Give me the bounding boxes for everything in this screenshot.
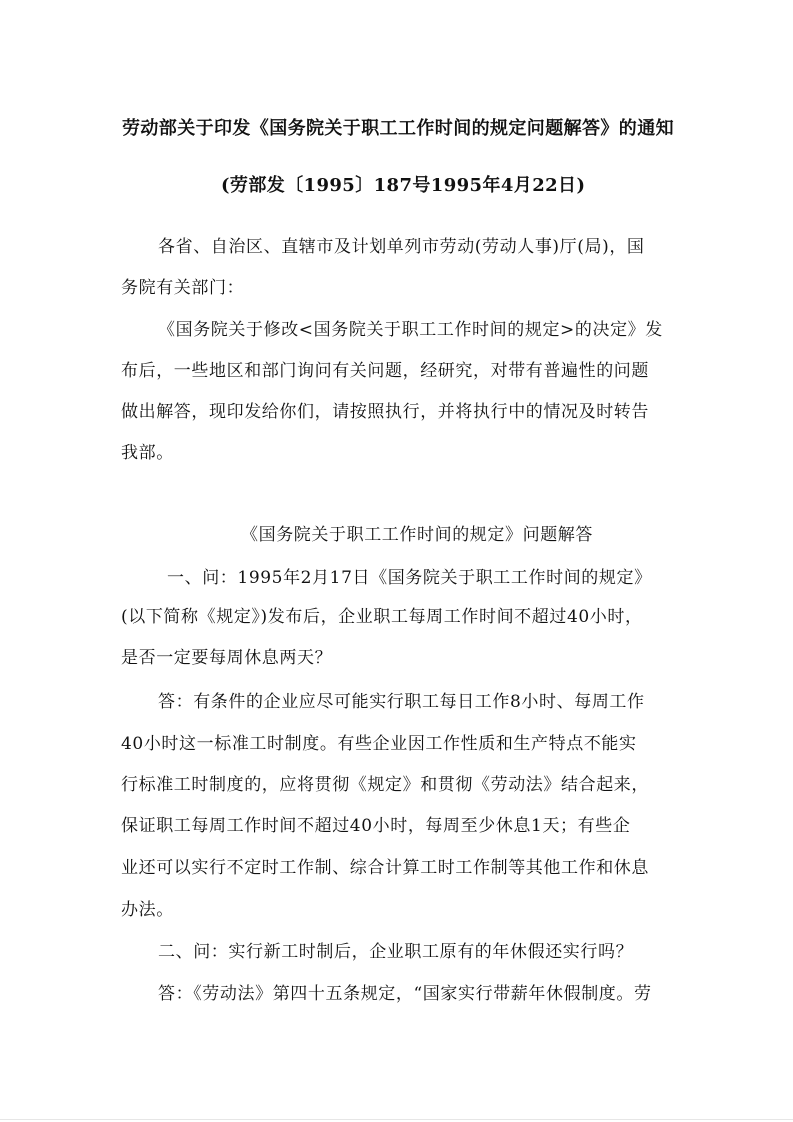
- paragraph-line: 各省、自治区、直辖市及计划单列市劳动(劳动人事)厅(局)，国: [158, 237, 645, 257]
- paragraph-line: 40小时这一标准工时制度。有些企业因工作性质和生产特点不能实: [121, 734, 637, 754]
- document-title: 劳动部关于印发《国务院关于职工工作时间的规定问题解答》的通知: [122, 118, 674, 139]
- paragraph-line: 答：有条件的企业应尽可能实行职工每日工作8小时、每周工作: [158, 692, 645, 712]
- paragraph-line: 二、问：实行新工时制后，企业职工原有的年休假还实行吗？: [158, 942, 634, 962]
- paragraph-line: (以下简称《规定》)发布后，企业职工每周工作时间不超过40小时，: [121, 607, 643, 627]
- paragraph-line: 办法。: [121, 900, 174, 920]
- document-subtitle: (劳部发〔1995〕187号1995年4月22日): [221, 175, 586, 196]
- paragraph-line: 做出解答，现印发给你们，请按照执行，并将执行中的情况及时转告: [121, 402, 649, 422]
- paragraph-line: 务院有关部门：: [121, 278, 245, 298]
- paragraph-line: 是否一定要每周休息两天？: [121, 648, 333, 668]
- page-bottom-divider: [0, 1119, 793, 1120]
- paragraph-line: 《国务院关于修改<国务院关于职工工作时间的规定>的决定》发: [158, 320, 663, 340]
- paragraph-line: 一、问：1995年2月17日《国务院关于职工工作时间的规定》: [167, 568, 652, 588]
- paragraph-line: 保证职工每周工作时间不超过40小时，每周至少休息1天；有些企: [121, 816, 631, 836]
- paragraph-line: 我部。: [121, 443, 174, 463]
- paragraph-line: 行标准工时制度的，应将贯彻《规定》和贯彻《劳动法》结合起来，: [121, 775, 649, 795]
- paragraph-line: 布后，一些地区和部门询问有关问题，经研究，对带有普遍性的问题: [121, 361, 649, 381]
- paragraph-line: 业还可以实行不定时工作制、综合计算工时工作制等其他工作和休息: [121, 858, 649, 878]
- section-heading: 《国务院关于职工工作时间的规定》问题解答: [241, 525, 593, 545]
- paragraph-line: 答：《劳动法》第四十五条规定，“国家实行带薪年休假制度。劳: [158, 984, 652, 1004]
